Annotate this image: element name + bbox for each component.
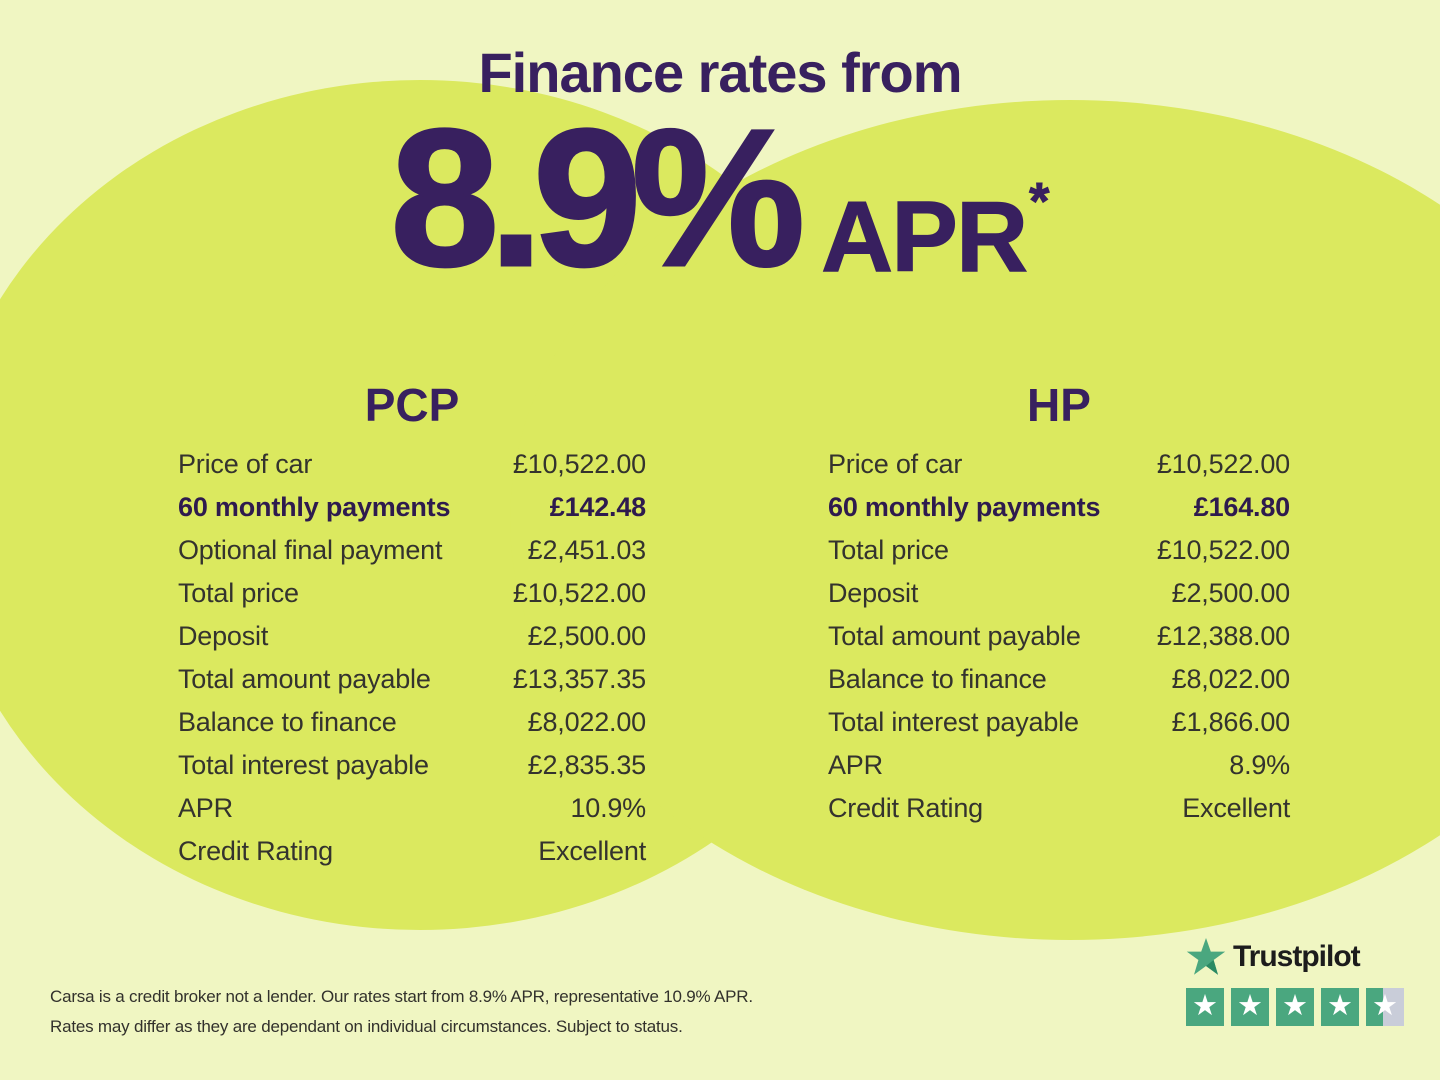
table-row [178,750,646,793]
row-value: £13,357.35 [512,664,646,694]
star-box-3 [1276,988,1314,1026]
table-row [828,535,1290,578]
table-row [178,664,646,707]
row-value: £142.48 [549,492,646,522]
trustpilot-star-icon [1186,938,1226,976]
row-label: Deposit [828,578,919,608]
headline-rate [0,89,1440,307]
row-label: Total price [828,535,949,565]
star-box-2 [1231,988,1269,1026]
pcp-column-title: PCP [364,379,460,431]
trustpilot-widget [1186,938,1404,1026]
row-value: £10,522.00 [512,449,646,479]
star-icon: ★ [1282,989,1308,1022]
row-label: Balance to finance [828,664,1047,694]
table-row [178,836,646,879]
table-row [828,621,1290,664]
row-value: £8,022.00 [527,707,646,737]
star-box-1 [1186,988,1224,1026]
rate-value: 8.9% [390,89,796,307]
row-value: £10,522.00 [512,578,646,608]
hp-column-title: HP [1027,379,1091,431]
disclaimer-line-1: Carsa is a credit broker not a lender. Our rates start from 8.9% APR, representative 10.9% APR. [50,987,753,1006]
star-icon: ★ [1192,989,1218,1022]
row-value: £8,022.00 [1171,664,1290,694]
row-label: APR [828,750,883,780]
hp-table [828,449,1290,836]
table-row [178,535,646,578]
trustpilot-wordmark: Trustpilot [1233,940,1360,973]
row-value: 8.9% [1229,750,1290,780]
trustpilot-logo [1186,938,1404,976]
row-value: 10.9% [570,793,646,823]
row-value: £2,835.35 [527,750,646,780]
page-title: Finance rates from [478,41,962,104]
row-value: £2,500.00 [527,621,646,651]
table-row [178,793,646,836]
row-label: Total amount payable [828,621,1081,651]
row-value: £2,500.00 [1171,578,1290,608]
table-row [178,449,646,492]
table-row [178,578,646,621]
star-icon: ★ [1327,989,1353,1022]
row-value: £1,866.00 [1171,707,1290,737]
row-value: Excellent [1182,793,1290,823]
row-value: £2,451.03 [527,535,646,565]
row-label: Total interest payable [828,707,1079,737]
table-row [828,750,1290,793]
row-value: £12,388.00 [1156,621,1290,651]
row-label: Total interest payable [178,750,429,780]
star-box-5-half [1366,988,1404,1026]
star-box-4 [1321,988,1359,1026]
pcp-table [178,449,646,879]
row-label: APR [178,793,233,823]
row-label: Credit Rating [178,836,333,866]
disclaimer-line-2: Rates may differ as they are dependant on individual circumstances. Subject to status. [50,1017,683,1036]
row-value: £164.80 [1193,492,1290,522]
row-label: Total amount payable [178,664,431,694]
table-row [828,578,1290,621]
rate-unit: APR* [821,173,1050,294]
row-label: Total price [178,578,299,608]
row-label: 60 monthly payments [178,492,451,522]
row-label: Price of car [178,449,313,479]
row-label: Credit Rating [828,793,983,823]
table-row [178,707,646,750]
table-row [828,492,1290,535]
star-icon: ★ [1372,989,1398,1022]
trustpilot-rating-stars [1186,988,1404,1026]
table-row [828,449,1290,492]
row-value: £10,522.00 [1156,449,1290,479]
table-row [178,621,646,664]
row-value: £10,522.00 [1156,535,1290,565]
row-label: Optional final payment [178,535,443,565]
table-row [178,492,646,535]
legal-disclaimer [50,982,753,1042]
row-label: Price of car [828,449,963,479]
table-row [828,793,1290,836]
row-label: 60 monthly payments [828,492,1101,522]
row-value: Excellent [538,836,646,866]
table-row [828,664,1290,707]
table-row [828,707,1290,750]
star-icon: ★ [1237,989,1263,1022]
row-label: Deposit [178,621,269,651]
row-label: Balance to finance [178,707,397,737]
